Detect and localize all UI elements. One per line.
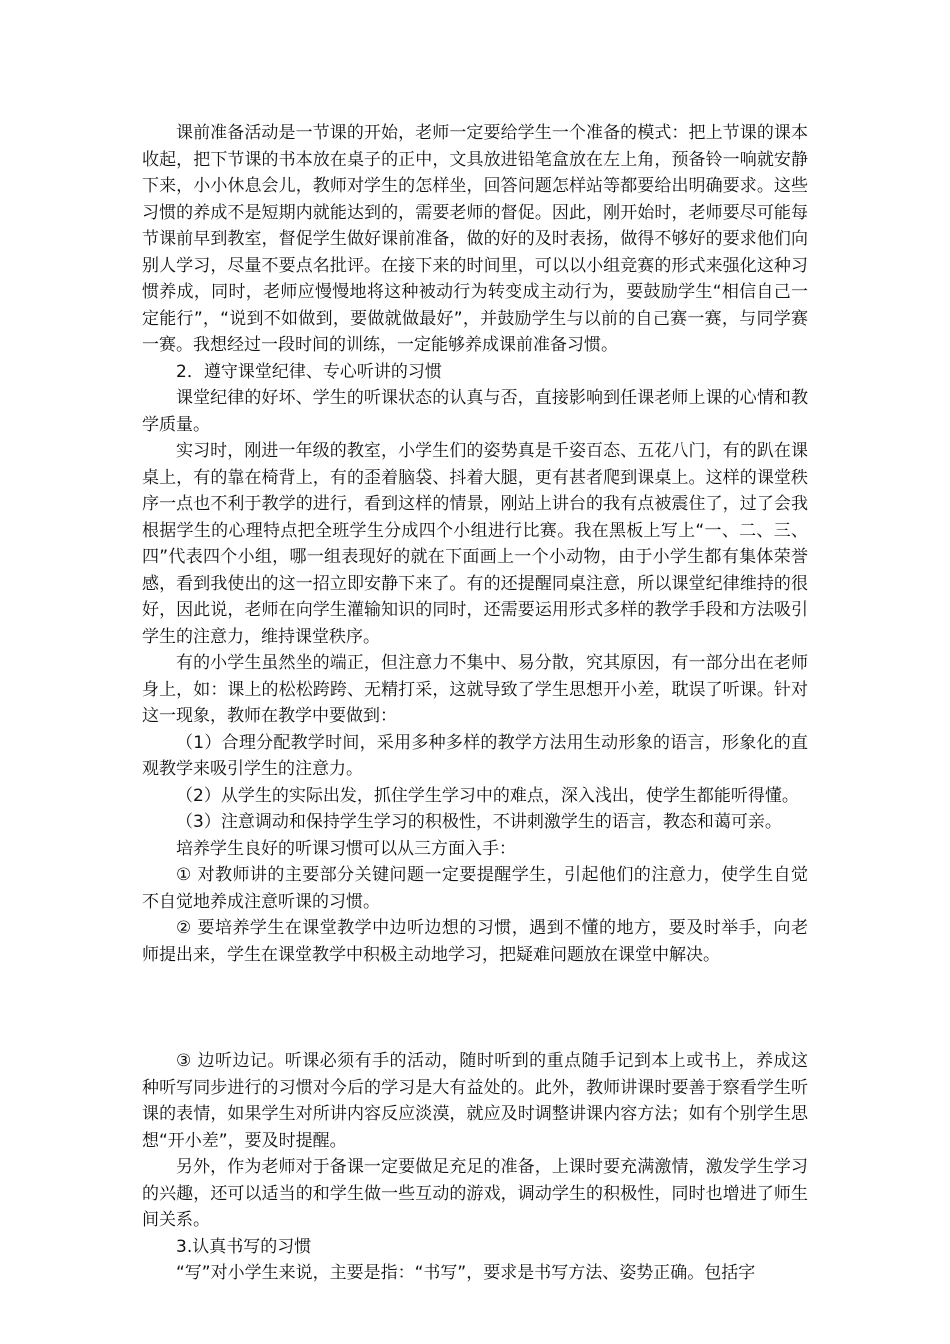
aspect-item-3: ③ 边听边记。听课必须有手的活动，随时听到的重点随手记到本上或书上，养成这种听写同步进行的习惯对今后的学习是大有益处的。此外，教师讲课时要善于察看学生听课的表情，如果学生对所讲内容反应淡漠，就应及时调整讲课内容方法；如有个别学生思想“开小差”，要及时提醒。 bbox=[142, 1051, 808, 1151]
document-page bbox=[142, 120, 808, 1287]
heading-classroom-discipline: 2．遵守课堂纪律、专心听讲的习惯 bbox=[176, 361, 442, 382]
list-item-1: （1）合理分配教学时间，采用多种多样的教学方法用生动形象的语言，形象化的直观教学来吸引学生的注意力。 bbox=[142, 732, 808, 779]
paragraph-three-aspects: 培养学生良好的听课习惯可以从三方面入手： bbox=[176, 838, 516, 859]
paragraph-discipline-impact: 课堂纪律的好坏、学生的听课状态的认真与否，直接影响到任课老师上课的心情和教学质量。 bbox=[142, 388, 808, 435]
page-gap bbox=[142, 968, 808, 1048]
paragraph-internship-story: 实习时，刚进一年级的教室，小学生们的姿势真是千姿百态、五花八门，有的趴在课桌上，有的靠在椅背上，有的歪着脑袋、抖着大腿，更有甚者爬到课桌上。这样的课堂秩序一点也不利于教学的进行，看到这样的情景，刚站上讲台的我有点被震住了，过了会我根据学生的心理特点把全班学生分成四个小组进行比赛。我在黑板上写上“一、二、三、四”代表四个小组，哪一组表现好的就在下面画上一个小动物，由于小学生都有集体荣誉感，看到我使出的这一招立即安静下来了。有的还提醒同桌注意，所以课堂纪律维持的很好，因此说，老师在向学生灌输知识的同时，还需要运用形式多样的教学手段和方法吸引学生的注意力，维持课堂秩序。 bbox=[142, 441, 808, 647]
heading-writing-habit: 3.认真书写的习惯 bbox=[176, 1236, 312, 1257]
aspect-item-1: ① 对教师讲的主要部分关键问题一定要提醒学生，引起他们的注意力，使学生自觉不自觉地养成注意听课的习惯。 bbox=[142, 865, 808, 912]
aspect-item-2: ② 要培养学生在课堂教学中边听边想的习惯，遇到不懂的地方，要及时举手，向老师提出来，学生在课堂教学中积极主动地学习，把疑难问题放在课堂中解决。 bbox=[142, 918, 808, 965]
paragraph-attention-issue: 有的小学生虽然坐的端正，但注意力不集中、易分散，究其原因，有一部分出在老师身上，如：课上的松松跨跨、无精打采，这就导致了学生思想开小差，耽误了听课。针对这一现象，教师在教学中要做到： bbox=[142, 653, 808, 726]
list-item-2: （2）从学生的实际出发，抓住学生学习中的难点，深入浅出，使学生都能听得懂。 bbox=[176, 785, 799, 806]
paragraph-class-preparation: 课前准备活动是一节课的开始，老师一定要给学生一个准备的模式：把上节课的课本收起，把下节课的书本放在桌子的正中，文具放进铅笔盒放在左上角，预备铃一响就安静下来，小小休息会儿，教师对学生的怎样坐，回答问题怎样站等都要给出明确要求。这些习惯的养成不是短期内就能达到的，需要老师的督促。因此，刚开始时，老师要尽可能每节课前早到教室，督促学生做好课前准备，做的好的及时表扬，做得不够好的要求他们向别人学习，尽量不要点名批评。在接下来的时间里，可以以小组竞赛的形式来强化这种习惯养成，同时，老师应慢慢地将这种被动行为转变成主动行为，要鼓励学生“相信自己一定能行”，“说到不如做到，要做就做最好”，并鼓励学生与以前的自己赛一赛，与同学赛一赛。我想经过一段时间的训练，一定能够养成课前准备习惯。 bbox=[142, 123, 808, 355]
paragraph-writing-definition: “写”对小学生来说，主要是指：“书写”，要求是书写方法、姿势正确。包括字 bbox=[176, 1263, 756, 1283]
list-item-3: （3）注意调动和保持学生学习的积极性，不讲刺激学生的语言，教态和蔼可亲。 bbox=[176, 812, 782, 832]
paragraph-preparation-teacher: 另外，作为老师对于备课一定要做足充足的准备，上课时要充满激情，激发学生学习的兴趣，还可以适当的和学生做一些互动的游戏，调动学生的积极性，同时也增进了师生间关系。 bbox=[142, 1157, 808, 1230]
